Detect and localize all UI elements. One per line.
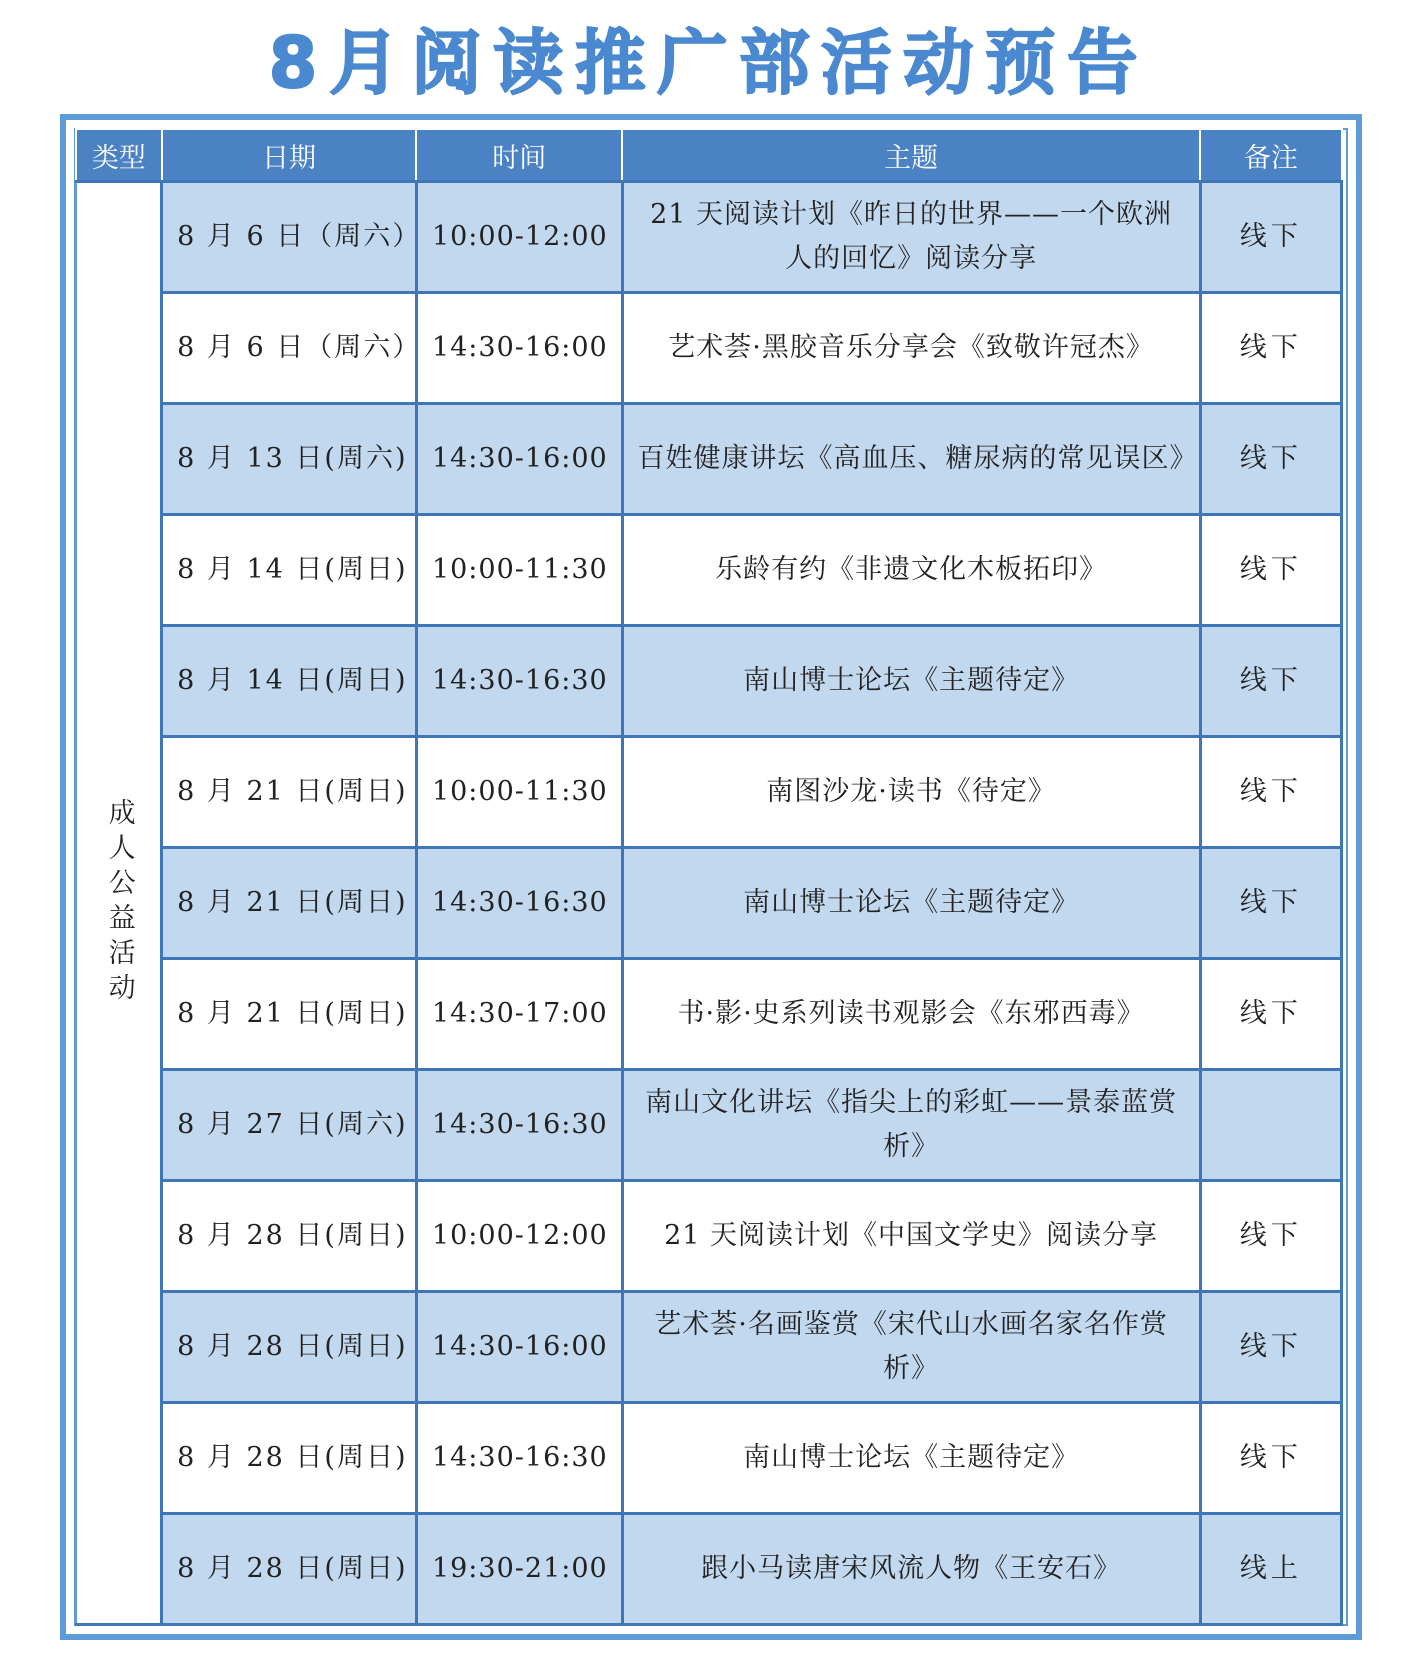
topic-cell: 艺术荟·名画鉴赏《宋代山水画名家名作赏析》: [622, 1292, 1200, 1403]
time-cell: 10:00-12:00: [416, 1181, 622, 1292]
note-cell: 线下: [1200, 959, 1341, 1070]
topic-cell: 艺术荟·黑胶音乐分享会《致敬许冠杰》: [622, 293, 1200, 404]
topic-cell: 百姓健康讲坛《高血压、糖尿病的常见误区》: [622, 404, 1200, 515]
table-row: [76, 515, 1342, 626]
table-row: [76, 293, 1342, 404]
time-cell: 10:00-12:00: [416, 182, 622, 293]
page-title: 8月阅读推广部活动预告: [268, 22, 1150, 104]
note-cell: [1200, 1070, 1341, 1181]
category-cell: 成人公益活动: [76, 182, 162, 1625]
date-cell: 8 月 28 日(周日): [162, 1403, 417, 1514]
topic-cell: 21 天阅读计划《中国文学史》阅读分享: [622, 1181, 1200, 1292]
note-cell: 线上: [1200, 1514, 1341, 1625]
table-row: [76, 1292, 1342, 1403]
time-cell: 14:30-16:00: [416, 1292, 622, 1403]
date-cell: 8 月 28 日(周日): [162, 1514, 417, 1625]
date-cell: 8 月 21 日(周日): [162, 737, 417, 848]
note-cell: 线下: [1200, 626, 1341, 737]
table-row: [76, 404, 1342, 515]
note-cell: 线下: [1200, 1181, 1341, 1292]
topic-cell: 跟小马读唐宋风流人物《王安石》: [622, 1514, 1200, 1625]
table-row: [76, 1514, 1342, 1625]
note-cell: 线下: [1200, 848, 1341, 959]
date-cell: 8 月 14 日(周日): [162, 515, 417, 626]
note-cell: 线下: [1200, 293, 1341, 404]
table-row: [76, 848, 1342, 959]
time-cell: 14:30-16:00: [416, 293, 622, 404]
time-cell: 19:30-21:00: [416, 1514, 622, 1625]
topic-cell: 南图沙龙·读书《待定》: [622, 737, 1200, 848]
time-cell: 10:00-11:30: [416, 515, 622, 626]
date-cell: 8 月 6 日（周六）: [162, 293, 417, 404]
time-cell: 14:30-16:30: [416, 1403, 622, 1514]
date-cell: 8 月 28 日(周日): [162, 1181, 417, 1292]
date-cell: 8 月 21 日(周日): [162, 848, 417, 959]
topic-cell: 乐龄有约《非遗文化木板拓印》: [622, 515, 1200, 626]
topic-cell: 南山文化讲坛《指尖上的彩虹——景泰蓝赏析》: [622, 1070, 1200, 1181]
table-row: [76, 182, 1342, 293]
date-cell: 8 月 13 日(周六): [162, 404, 417, 515]
table-row: [76, 959, 1342, 1070]
time-cell: 14:30-16:30: [416, 626, 622, 737]
header-topic: 主题: [622, 129, 1200, 182]
topic-cell: 21 天阅读计划《昨日的世界——一个欧洲人的回忆》阅读分享: [622, 182, 1200, 293]
schedule-table: [75, 128, 1343, 1626]
header-time: 时间: [416, 129, 622, 182]
time-cell: 10:00-11:30: [416, 737, 622, 848]
date-cell: 8 月 27 日(周六): [162, 1070, 417, 1181]
time-cell: 14:30-16:00: [416, 404, 622, 515]
time-cell: 14:30-16:30: [416, 848, 622, 959]
table-row: [76, 737, 1342, 848]
time-cell: 14:30-16:30: [416, 1070, 622, 1181]
topic-cell: 南山博士论坛《主题待定》: [622, 848, 1200, 959]
header-note: 备注: [1200, 129, 1341, 182]
header-row: [76, 129, 1342, 182]
header-type: 类型: [76, 129, 162, 182]
table-row: [76, 1403, 1342, 1514]
time-cell: 14:30-17:00: [416, 959, 622, 1070]
table-row: [76, 626, 1342, 737]
header-date: 日期: [162, 129, 417, 182]
note-cell: 线下: [1200, 1292, 1341, 1403]
date-cell: 8 月 28 日(周日): [162, 1292, 417, 1403]
note-cell: 线下: [1200, 515, 1341, 626]
date-cell: 8 月 14 日(周日): [162, 626, 417, 737]
table-row: [76, 1181, 1342, 1292]
note-cell: 线下: [1200, 1403, 1341, 1514]
note-cell: 线下: [1200, 182, 1341, 293]
topic-cell: 书·影·史系列读书观影会《东邪西毒》: [622, 959, 1200, 1070]
note-cell: 线下: [1200, 404, 1341, 515]
topic-cell: 南山博士论坛《主题待定》: [622, 626, 1200, 737]
date-cell: 8 月 6 日（周六）: [162, 182, 417, 293]
date-cell: 8 月 21 日(周日): [162, 959, 417, 1070]
note-cell: 线下: [1200, 737, 1341, 848]
topic-cell: 南山博士论坛《主题待定》: [622, 1403, 1200, 1514]
table-row: [76, 1070, 1342, 1181]
